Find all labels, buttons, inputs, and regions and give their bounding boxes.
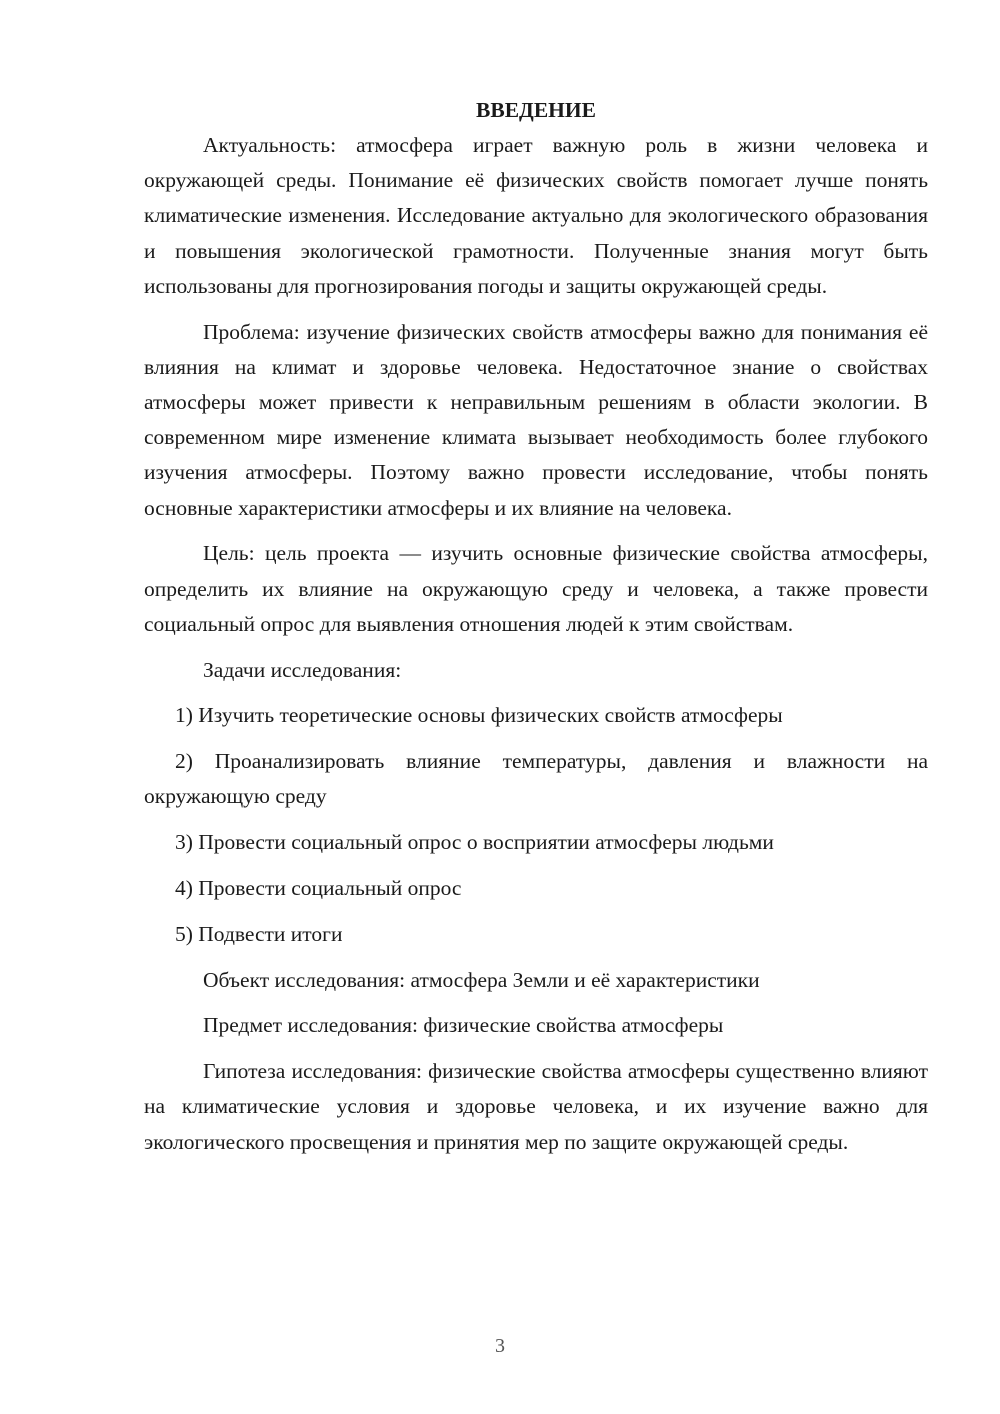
task-item-1: 1) Изучить теоретические основы физических свойств атмосферы (175, 703, 783, 728)
problem-paragraph: Проблема: изучение физических свойств атмосферы важно для понимания её влияния на климат и здоровье человека. Недостаточное знание о свойствах атмосферы может привести к неправильным решениям в области экологии. В современном мире изменение климата вызывает необходимость более глубокого изучения атмосферы. Поэтому важно провести исследование, чтобы понять основные характеристики атмосферы и их влияние на человека. (144, 319, 928, 520)
relevance-paragraph: Актуальность: атмосфера играет важную роль в жизни человека и окружающей среды. Понимание её физических свойств помогает лучше понять климатические изменения. Исследование актуально для экологического образования и повышения экологической грамотности. Полученные знания могут быть использованы для прогнозирования погоды и защиты окружающей среды. (144, 133, 928, 298)
hypothesis-paragraph: Гипотеза исследования: физические свойства атмосферы существенно влияют на климатические условия и здоровье человека, и их изучение важно для экологического просвещения и принятия мер по защите окружающей среды. (144, 1059, 928, 1154)
page-content (144, 93, 928, 1170)
research-subject: Предмет исследования: физические свойства атмосферы (203, 1013, 724, 1038)
task-item-4: 4) Провести социальный опрос (175, 876, 462, 901)
page-heading: ВВЕДЕНИЕ (476, 98, 596, 122)
task-item-3: 3) Провести социальный опрос о восприятии атмосферы людьми (175, 830, 774, 855)
task-item-2: 2) Проанализировать влияние температуры, давления и влажности на окружающую среду (144, 749, 928, 809)
task-item-5: 5) Подвести итоги (175, 921, 343, 946)
tasks-title: Задачи исследования: (203, 657, 402, 682)
page-number: 3 (495, 1335, 505, 1357)
goal-paragraph: Цель: цель проекта — изучить основные физические свойства атмосферы, определить их влияние на окружающую среду и человека, а также провести социальный опрос для выявления отношения людей к этим свойствам. (144, 541, 928, 636)
research-object: Объект исследования: атмосфера Земли и её характеристики (203, 967, 760, 992)
